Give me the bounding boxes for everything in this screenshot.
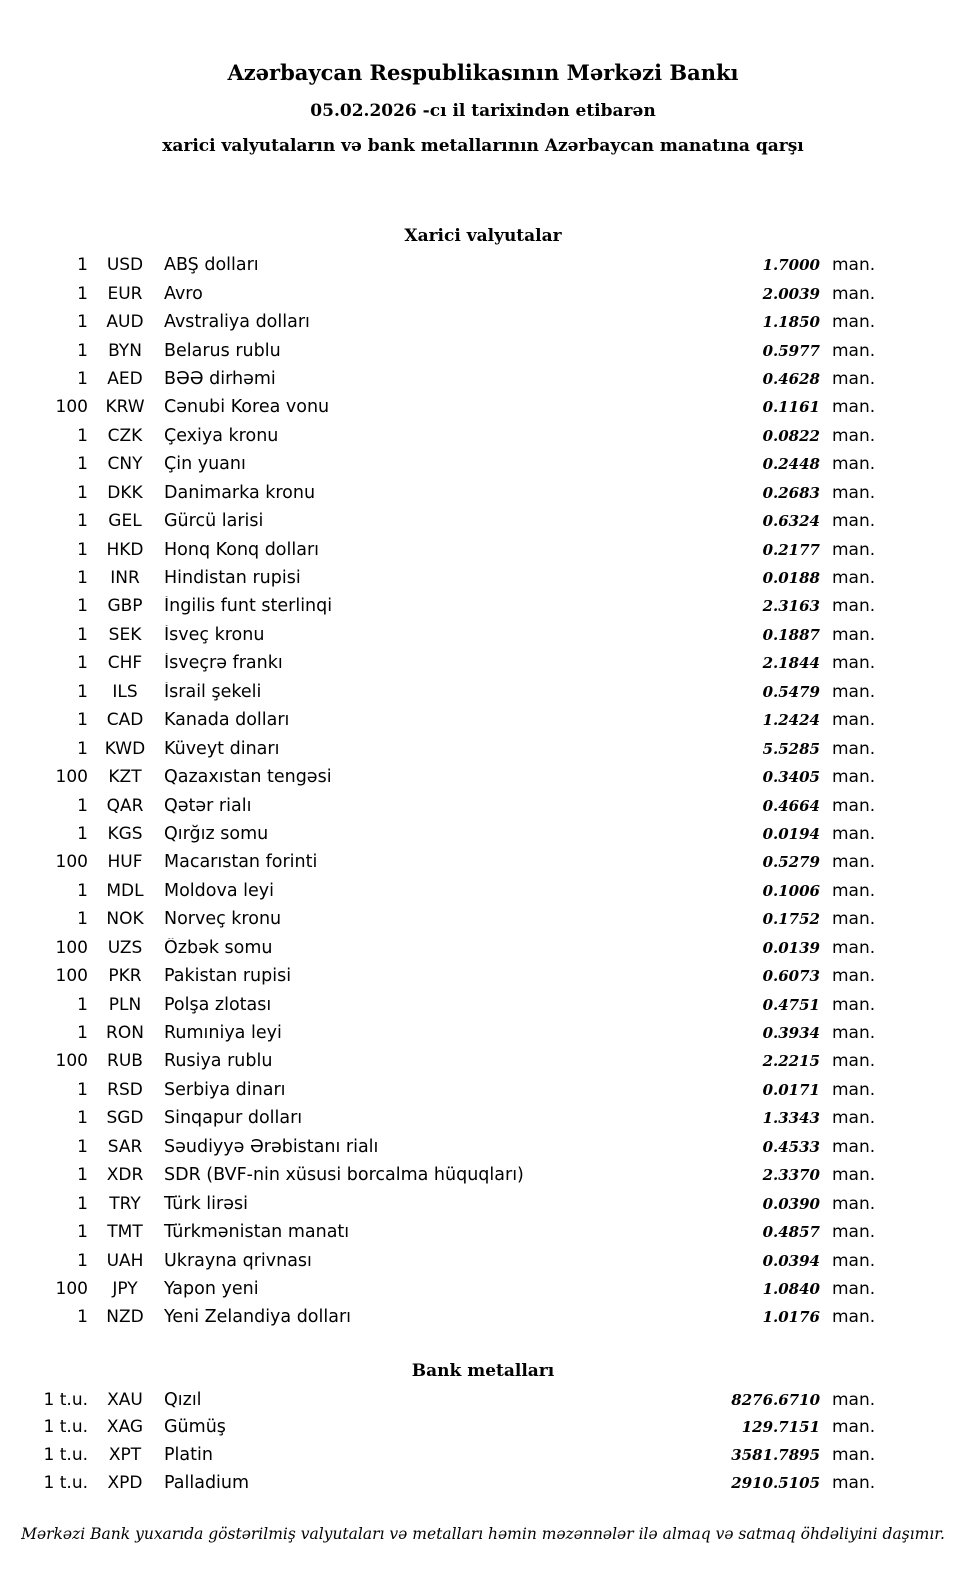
table-row bbox=[38, 564, 886, 592]
currency-code: XAU bbox=[107, 1389, 143, 1410]
rate-value: 0.0171 bbox=[762, 1080, 820, 1099]
rate-unit-label: man. bbox=[832, 909, 876, 930]
currency-name: Səudiyyə Ərəbistanı rialı bbox=[164, 1136, 379, 1157]
table-row bbox=[38, 1104, 886, 1132]
currency-name: Avro bbox=[164, 283, 203, 304]
rate-value: 5.5285 bbox=[762, 739, 820, 758]
quantity-value: 1 bbox=[77, 1222, 88, 1243]
quantity-value: 1 bbox=[77, 425, 88, 446]
currency-name: Çexiya kronu bbox=[164, 425, 279, 446]
quantity-value: 1 t.u. bbox=[43, 1445, 88, 1466]
quantity-value: 100 bbox=[55, 767, 88, 788]
currency-name: Yapon yeni bbox=[164, 1278, 259, 1299]
quantity-value: 1 bbox=[77, 1165, 88, 1186]
rate-value: 129.7151 bbox=[741, 1418, 820, 1437]
page-header bbox=[0, 0, 966, 157]
table-row bbox=[38, 308, 886, 336]
table-row bbox=[38, 1161, 886, 1189]
rate-unit-label: man. bbox=[832, 738, 876, 759]
quantity-value: 100 bbox=[55, 397, 88, 418]
rate-unit-label: man. bbox=[832, 539, 876, 560]
rate-unit-label: man. bbox=[832, 1193, 876, 1214]
currency-code: GBP bbox=[107, 596, 143, 617]
quantity-value: 1 bbox=[77, 823, 88, 844]
currency-name: Kanada dolları bbox=[164, 710, 290, 731]
table-row bbox=[38, 1076, 886, 1104]
table-row bbox=[38, 393, 886, 421]
rate-unit-label: man. bbox=[832, 1250, 876, 1271]
currency-name: Qırğız somu bbox=[164, 823, 269, 844]
rate-value: 0.0822 bbox=[762, 426, 820, 445]
table-row bbox=[38, 1019, 886, 1047]
quantity-value: 100 bbox=[55, 966, 88, 987]
rate-value: 1.1850 bbox=[762, 313, 820, 332]
currency-code: INR bbox=[110, 568, 140, 589]
rate-value: 0.4857 bbox=[762, 1223, 820, 1242]
table-row bbox=[38, 1275, 886, 1303]
rate-value: 0.4628 bbox=[762, 369, 820, 388]
currency-name: Norveç kronu bbox=[164, 909, 282, 930]
quantity-value: 1 bbox=[77, 795, 88, 816]
currency-code: KZT bbox=[108, 767, 142, 788]
rate-value: 0.1752 bbox=[762, 910, 820, 929]
rate-value: 0.6324 bbox=[762, 512, 820, 531]
currency-code: QAR bbox=[106, 795, 144, 816]
table-row bbox=[38, 706, 886, 734]
table-row bbox=[38, 763, 886, 791]
currency-code: KWD bbox=[104, 738, 146, 759]
currency-name: Sinqapur dolları bbox=[164, 1108, 303, 1129]
table-row bbox=[38, 1386, 886, 1414]
currency-code: GEL bbox=[108, 511, 142, 532]
rate-unit-label: man. bbox=[832, 795, 876, 816]
quantity-value: 1 bbox=[77, 1307, 88, 1328]
table-row bbox=[38, 990, 886, 1018]
rate-value: 0.5479 bbox=[762, 682, 820, 701]
table-row bbox=[38, 649, 886, 677]
rate-value: 0.6073 bbox=[762, 967, 820, 986]
quantity-value: 1 bbox=[77, 511, 88, 532]
quantity-value: 1 bbox=[77, 1079, 88, 1100]
table-row bbox=[38, 678, 886, 706]
table-row bbox=[38, 336, 886, 364]
quantity-value: 100 bbox=[55, 852, 88, 873]
currency-code: HKD bbox=[106, 539, 144, 560]
currency-name: Türkmənistan manatı bbox=[164, 1222, 350, 1243]
currency-code: EUR bbox=[107, 283, 143, 304]
currency-name: Cənubi Korea vonu bbox=[164, 397, 330, 418]
table-row bbox=[38, 1047, 886, 1075]
rate-unit-label: man. bbox=[832, 368, 876, 389]
currency-name: Küveyt dinarı bbox=[164, 738, 280, 759]
rate-unit-label: man. bbox=[832, 1165, 876, 1186]
quantity-value: 1 bbox=[77, 1136, 88, 1157]
currency-name: Honq Konq dolları bbox=[164, 539, 320, 560]
rate-value: 2.0039 bbox=[762, 284, 820, 303]
rate-unit-label: man. bbox=[832, 624, 876, 645]
currency-code: CNY bbox=[107, 454, 143, 475]
currency-name: Serbiya dinarı bbox=[164, 1079, 286, 1100]
rate-unit-label: man. bbox=[832, 1051, 876, 1072]
currency-code: JPY bbox=[112, 1278, 138, 1299]
rate-value: 0.2683 bbox=[762, 483, 820, 502]
quantity-value: 1 bbox=[77, 994, 88, 1015]
currency-code: KRW bbox=[105, 397, 145, 418]
rate-unit-label: man. bbox=[832, 1278, 876, 1299]
rate-unit-label: man. bbox=[832, 823, 876, 844]
quantity-value: 1 bbox=[77, 283, 88, 304]
table-row bbox=[38, 621, 886, 649]
quantity-value: 100 bbox=[55, 937, 88, 958]
quantity-value: 1 t.u. bbox=[43, 1417, 88, 1438]
quantity-value: 1 bbox=[77, 255, 88, 276]
rate-value: 0.0139 bbox=[762, 938, 820, 957]
rate-unit-label: man. bbox=[832, 880, 876, 901]
quantity-value: 1 bbox=[77, 1250, 88, 1271]
currency-name: Çin yuanı bbox=[164, 454, 246, 475]
rate-value: 1.0840 bbox=[762, 1279, 820, 1298]
table-row bbox=[38, 422, 886, 450]
table-row bbox=[38, 1218, 886, 1246]
rate-value: 1.0176 bbox=[762, 1308, 820, 1327]
table-row bbox=[38, 450, 886, 478]
currency-name: Özbək somu bbox=[164, 937, 273, 958]
rate-value: 0.1006 bbox=[762, 881, 820, 900]
table-row bbox=[38, 1413, 886, 1441]
table-row bbox=[38, 1303, 886, 1331]
quantity-value: 1 bbox=[77, 596, 88, 617]
quantity-value: 1 bbox=[77, 482, 88, 503]
table-row bbox=[38, 1133, 886, 1161]
page-title: Azərbaycan Respublikasının Mərkəzi Bankı bbox=[227, 60, 739, 85]
quantity-value: 1 bbox=[77, 1193, 88, 1214]
table-row bbox=[38, 479, 886, 507]
currency-code: NOK bbox=[106, 909, 144, 930]
currency-name: Ukrayna qrivnası bbox=[164, 1250, 312, 1271]
currency-name: Qətər rialı bbox=[164, 795, 252, 816]
currency-name: Rusiya rublu bbox=[164, 1051, 273, 1072]
rate-value: 0.5977 bbox=[762, 341, 820, 360]
table-row bbox=[38, 1246, 886, 1274]
rate-unit-label: man. bbox=[832, 425, 876, 446]
currency-name: Türk lirəsi bbox=[164, 1193, 248, 1214]
currency-name: Qazaxıstan tengəsi bbox=[164, 767, 332, 788]
currency-name: BƏƏ dirhəmi bbox=[164, 368, 276, 389]
rate-value: 2.3370 bbox=[762, 1166, 820, 1185]
currency-code: USD bbox=[106, 255, 144, 276]
quantity-value: 1 bbox=[77, 653, 88, 674]
table-row bbox=[38, 279, 886, 307]
currency-name: Gümüş bbox=[164, 1417, 226, 1438]
quantity-value: 1 bbox=[77, 340, 88, 361]
rate-unit-label: man. bbox=[832, 1136, 876, 1157]
rate-unit-label: man. bbox=[832, 852, 876, 873]
quantity-value: 1 bbox=[77, 539, 88, 560]
currency-code: SGD bbox=[106, 1108, 144, 1129]
currency-name: İngilis funt sterlinqi bbox=[164, 596, 333, 617]
rate-unit-label: man. bbox=[832, 1222, 876, 1243]
table-row bbox=[38, 592, 886, 620]
quantity-value: 1 t.u. bbox=[43, 1472, 88, 1493]
rate-unit-label: man. bbox=[832, 482, 876, 503]
quantity-value: 1 bbox=[77, 681, 88, 702]
table-row bbox=[38, 934, 886, 962]
table-row bbox=[38, 1189, 886, 1217]
table-row bbox=[38, 877, 886, 905]
table-row bbox=[38, 507, 886, 535]
rate-unit-label: man. bbox=[832, 1079, 876, 1100]
currency-code: KGS bbox=[107, 823, 143, 844]
rate-value: 0.2448 bbox=[762, 455, 820, 474]
disclaimer-text: Mərkəzi Bank yuxarıda göstərilmiş valyutaları və metalları həmin məzənnələr ilə almaq və satmaq öhdəliyini daşımır. bbox=[21, 1524, 945, 1543]
rate-value: 2.1844 bbox=[762, 654, 820, 673]
currency-name: İsveç kronu bbox=[164, 624, 265, 645]
page-subtitle: xarici valyutaların və bank metallarının Azərbaycan manatına qarşı bbox=[162, 136, 804, 156]
rate-value: 1.3343 bbox=[762, 1109, 820, 1128]
rate-value: 0.4751 bbox=[762, 995, 820, 1014]
rate-value: 1.7000 bbox=[762, 256, 820, 275]
rate-unit-label: man. bbox=[832, 454, 876, 475]
table-row bbox=[38, 1469, 886, 1497]
table-row bbox=[38, 791, 886, 819]
table-row bbox=[38, 962, 886, 990]
currency-name: Qızıl bbox=[164, 1389, 202, 1410]
rate-unit-label: man. bbox=[832, 653, 876, 674]
rate-unit-label: man. bbox=[832, 1389, 876, 1410]
currency-code: TMT bbox=[107, 1222, 143, 1243]
currency-code: CAD bbox=[106, 710, 144, 731]
rate-unit-label: man. bbox=[832, 511, 876, 532]
rate-value: 0.1161 bbox=[762, 398, 820, 417]
quantity-value: 1 t.u. bbox=[43, 1389, 88, 1410]
rate-value: 2.3163 bbox=[762, 597, 820, 616]
rate-unit-label: man. bbox=[832, 255, 876, 276]
table-row bbox=[38, 535, 886, 563]
currency-name: SDR (BVF-nin xüsusi borcalma hüquqları) bbox=[164, 1165, 524, 1186]
rate-unit-label: man. bbox=[832, 937, 876, 958]
currency-code: TRY bbox=[109, 1193, 141, 1214]
currency-name: Avstraliya dolları bbox=[164, 312, 310, 333]
currency-code: CHF bbox=[107, 653, 143, 674]
rate-value: 2.2215 bbox=[762, 1052, 820, 1071]
currency-name: ABŞ dolları bbox=[164, 255, 259, 276]
effective-date: 05.02.2026 -cı il tarixindən etibarən bbox=[310, 101, 656, 121]
rate-value: 0.0194 bbox=[762, 824, 820, 843]
currency-name: Pakistan rupisi bbox=[164, 966, 292, 987]
rate-unit-label: man. bbox=[832, 710, 876, 731]
rate-value: 0.1887 bbox=[762, 625, 820, 644]
quantity-value: 100 bbox=[55, 1278, 88, 1299]
rate-unit-label: man. bbox=[832, 312, 876, 333]
currency-name: Polşa zlotası bbox=[164, 994, 272, 1015]
currency-code: XPD bbox=[107, 1472, 143, 1493]
quantity-value: 100 bbox=[55, 1051, 88, 1072]
quantity-value: 1 bbox=[77, 909, 88, 930]
quantity-value: 1 bbox=[77, 738, 88, 759]
rate-unit-label: man. bbox=[832, 1445, 876, 1466]
table-row bbox=[38, 365, 886, 393]
currency-name: İsrail şekeli bbox=[164, 681, 262, 702]
metals-table bbox=[38, 1386, 886, 1497]
currency-code: XAG bbox=[106, 1417, 144, 1438]
rate-value: 1.2424 bbox=[762, 711, 820, 730]
rate-unit-label: man. bbox=[832, 1108, 876, 1129]
rate-value: 0.4664 bbox=[762, 796, 820, 815]
currency-code: XDR bbox=[106, 1165, 144, 1186]
quantity-value: 1 bbox=[77, 624, 88, 645]
currency-code: ILS bbox=[112, 681, 138, 702]
rate-unit-label: man. bbox=[832, 966, 876, 987]
rate-unit-label: man. bbox=[832, 1307, 876, 1328]
rate-value: 0.0188 bbox=[762, 569, 820, 588]
currency-code: SAR bbox=[107, 1136, 143, 1157]
currency-name: Belarus rublu bbox=[164, 340, 281, 361]
table-row bbox=[38, 251, 886, 279]
rate-unit-label: man. bbox=[832, 340, 876, 361]
currency-code: CZK bbox=[107, 425, 143, 446]
rate-unit-label: man. bbox=[832, 994, 876, 1015]
rate-unit-label: man. bbox=[832, 767, 876, 788]
currency-code: XPT bbox=[108, 1445, 142, 1466]
rate-unit-label: man. bbox=[832, 397, 876, 418]
currency-code: PKR bbox=[108, 966, 142, 987]
currency-code: AUD bbox=[106, 312, 144, 333]
currency-code: UAH bbox=[106, 1250, 144, 1271]
currency-code: NZD bbox=[106, 1307, 144, 1328]
quantity-value: 1 bbox=[77, 454, 88, 475]
rate-value: 0.0394 bbox=[762, 1251, 820, 1270]
rate-unit-label: man. bbox=[832, 283, 876, 304]
currency-code: HUF bbox=[107, 852, 143, 873]
currency-name: İsveçrə frankı bbox=[164, 653, 283, 674]
quantity-value: 1 bbox=[77, 1108, 88, 1129]
currency-name: Macarıstan forinti bbox=[164, 852, 318, 873]
currency-code: RUB bbox=[107, 1051, 143, 1072]
rate-unit-label: man. bbox=[832, 1023, 876, 1044]
table-row bbox=[38, 820, 886, 848]
currency-name: Rumıniya leyi bbox=[164, 1023, 282, 1044]
rate-value: 0.3934 bbox=[762, 1024, 820, 1043]
quantity-value: 1 bbox=[77, 312, 88, 333]
currency-code: RON bbox=[106, 1023, 144, 1044]
currency-name: Palladium bbox=[164, 1472, 250, 1493]
rate-value: 0.0390 bbox=[762, 1194, 820, 1213]
currency-name: Gürcü larisi bbox=[164, 511, 264, 532]
currency-code: RSD bbox=[107, 1079, 143, 1100]
currency-name: Yeni Zelandiya dolları bbox=[164, 1307, 352, 1328]
currency-code: SEK bbox=[108, 624, 142, 645]
rate-unit-label: man. bbox=[832, 681, 876, 702]
table-row bbox=[38, 1441, 886, 1469]
currencies-table bbox=[38, 251, 886, 1332]
rate-value: 0.5279 bbox=[762, 853, 820, 872]
quantity-value: 1 bbox=[77, 368, 88, 389]
quantity-value: 1 bbox=[77, 710, 88, 731]
rate-value: 0.2177 bbox=[762, 540, 820, 559]
rate-value: 2910.5105 bbox=[731, 1473, 820, 1492]
metals-section-heading: Bank metalları bbox=[411, 1360, 555, 1381]
currency-code: AED bbox=[107, 368, 143, 389]
rate-unit-label: man. bbox=[832, 1417, 876, 1438]
quantity-value: 1 bbox=[77, 880, 88, 901]
currency-name: Moldova leyi bbox=[164, 880, 274, 901]
currency-code: PLN bbox=[108, 994, 142, 1015]
rate-unit-label: man. bbox=[832, 1472, 876, 1493]
currency-name: Hindistan rupisi bbox=[164, 568, 301, 589]
currency-code: UZS bbox=[107, 937, 143, 958]
rate-unit-label: man. bbox=[832, 568, 876, 589]
table-row bbox=[38, 905, 886, 933]
currency-code: DKK bbox=[107, 482, 143, 503]
currency-name: Platin bbox=[164, 1445, 213, 1466]
currency-code: BYN bbox=[108, 340, 142, 361]
quantity-value: 1 bbox=[77, 1023, 88, 1044]
quantity-value: 1 bbox=[77, 568, 88, 589]
rate-value: 0.3405 bbox=[762, 768, 820, 787]
currency-code: MDL bbox=[106, 880, 144, 901]
table-row bbox=[38, 734, 886, 762]
rate-value: 8276.6710 bbox=[731, 1390, 820, 1409]
rate-value: 3581.7895 bbox=[731, 1446, 820, 1465]
rate-unit-label: man. bbox=[832, 596, 876, 617]
rate-value: 0.4533 bbox=[762, 1137, 820, 1156]
table-row bbox=[38, 848, 886, 876]
currency-name: Danimarka kronu bbox=[164, 482, 316, 503]
currencies-section-heading: Xarici valyutalar bbox=[404, 226, 562, 246]
